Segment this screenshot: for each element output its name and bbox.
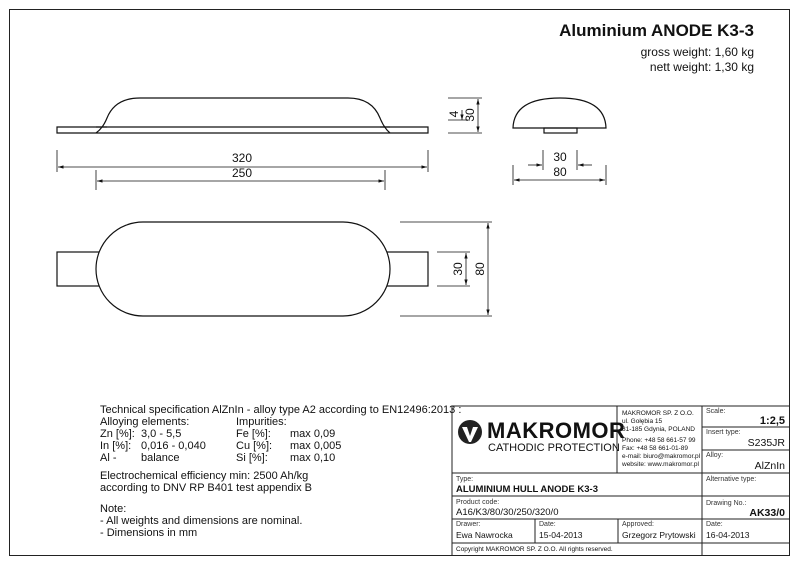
impurity-element-fe: Fe [%]: — [236, 428, 271, 440]
dim-30-plan-label: 30 — [451, 262, 465, 276]
side-view-anode-body — [96, 98, 390, 133]
side-view — [57, 98, 428, 133]
impurity-element-cu: Cu [%]: — [236, 440, 273, 452]
type-label: Type: — [456, 476, 474, 483]
approved-label: Approved: — [622, 521, 654, 528]
plan-view — [57, 222, 428, 316]
end-view-anode-body — [513, 98, 606, 128]
alloying-heading: Alloying elements: — [100, 416, 190, 428]
note-line2: - Dimensions in mm — [100, 527, 198, 539]
dim-30-side-label: 30 — [463, 108, 477, 122]
drawing-no-value: AK33/0 — [749, 507, 785, 519]
drawer-label: Drawer: — [456, 521, 481, 528]
alloy-value-in: 0,016 - 0,040 — [141, 440, 206, 452]
type-value: ALUMINIUM HULL ANODE K3-3 — [456, 484, 598, 495]
spec-line1: Technical specification AlZnIn - alloy type A2 according to EN12496:2013 : — [100, 404, 462, 416]
makromor-logo-icon — [458, 420, 482, 444]
date2-value: 16-04-2013 — [706, 530, 750, 540]
company-address2: 81-185 Gdynia, POLAND — [622, 426, 695, 433]
drawer-value: Ewa Nawrocka — [456, 530, 513, 540]
alloy-label: Alloy: — [706, 452, 724, 459]
copyright: Copyright MAKROMOR SP. Z O.O. All rights reserved. — [456, 546, 613, 553]
note-line1: - All weights and dimensions are nominal. — [100, 515, 303, 527]
date2-label: Date: — [706, 521, 723, 528]
gross-weight: gross weight: 1,60 kg — [640, 45, 754, 59]
alloy-element-al: Al - — [100, 452, 117, 464]
drawing-title: Aluminium ANODE K3-3 — [559, 21, 754, 40]
company-email: e-mail: biuro@makromor.pl — [622, 453, 701, 460]
logo-text: MAKROMOR — [487, 418, 626, 443]
impurities-heading: Impurities: — [236, 416, 287, 428]
dim-4-label: 4 — [447, 110, 461, 118]
dim-80-plan-label: 80 — [473, 262, 487, 276]
alloy-value-al: balance — [141, 452, 180, 464]
scale-label: Scale: — [706, 408, 726, 415]
note-heading: Note: — [100, 503, 127, 515]
impurity-value-cu: max 0,005 — [290, 440, 342, 452]
company-name: MAKROMOR SP. Z O.O. — [622, 410, 694, 417]
logo-subtitle: CATHODIC PROTECTION — [488, 442, 620, 454]
product-code-label: Product code: — [456, 499, 500, 506]
product-code-value: A16/K3/80/30/250/320/0 — [456, 507, 559, 518]
alloy-value: AlZnIn — [754, 460, 785, 472]
date1-value: 15-04-2013 — [539, 530, 583, 540]
insert-type-label: Insert type: — [706, 429, 741, 436]
efficiency-line1: Electrochemical efficiency min: 2500 Ah/kg — [100, 470, 309, 482]
alloy-element-zn: Zn [%]: — [100, 428, 135, 440]
company-address1: ul. Gołębia 15 — [622, 418, 663, 425]
alternative-type-label: Alternative type: — [706, 476, 757, 483]
nett-weight: nett weight: 1,30 kg — [649, 60, 754, 74]
company-fax: Fax: +48 58 661-01-89 — [622, 445, 688, 452]
impurity-value-si: max 0,10 — [290, 452, 336, 464]
impurity-value-fe: max 0,09 — [290, 428, 336, 440]
impurity-element-si: Si [%]: — [236, 452, 268, 464]
side-view-insert-strap — [57, 127, 428, 133]
company-phone: Phone: +48 58 661-57 99 — [622, 437, 696, 444]
dim-320-label: 320 — [231, 151, 253, 165]
dim-250-label: 250 — [231, 166, 253, 180]
company-website: website: www.makromor.pl — [622, 461, 699, 468]
approved-value: Grzegorz Prytowski — [622, 530, 696, 540]
date1-label: Date: — [539, 521, 556, 528]
end-view-insert — [544, 128, 577, 133]
dim-30-end-label: 30 — [553, 150, 567, 164]
alloy-value-zn: 3,0 - 5,5 — [141, 428, 182, 440]
insert-type-value: S235JR — [747, 437, 785, 449]
dim-80-end-label: 80 — [553, 165, 567, 179]
plan-view-anode-body — [96, 222, 390, 316]
efficiency-line2: according to DNV RP B401 test appendix B — [100, 482, 312, 494]
scale-value: 1:2,5 — [759, 415, 785, 427]
end-view — [513, 98, 606, 133]
alloy-element-in: In [%]: — [100, 440, 132, 452]
drawing-no-label: Drawing No.: — [706, 500, 747, 507]
